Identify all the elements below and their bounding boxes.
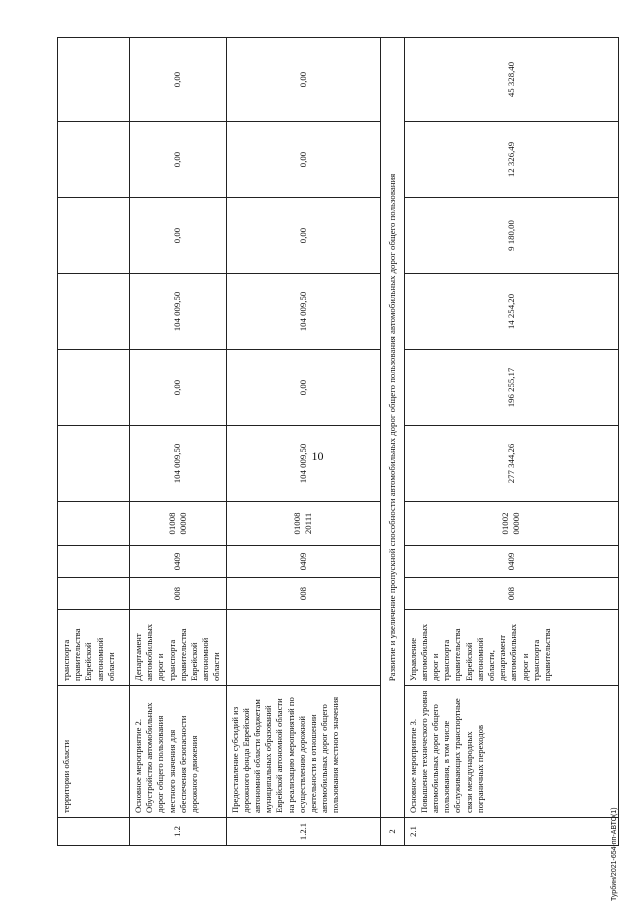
row-number: 2 <box>380 818 404 846</box>
value-cell: 0,00 <box>226 122 380 198</box>
budget-table <box>57 37 619 846</box>
measure-name: Основное мероприятие 2. Обустройство автомобильных дорог общего пользования местного значения для обеспечения безопасности дорожного движения <box>130 686 227 818</box>
value-cell: 0,00 <box>226 350 380 426</box>
grbs-code <box>58 578 130 610</box>
row-number: 2.1 <box>404 818 618 846</box>
measure-name: Основное мероприятие 3. Повышение технического уровня автомобильных дорог общего пользования, в том числе обслуживающих транспортные связи международных пограничных переходов <box>404 686 618 818</box>
csr-code <box>58 502 130 546</box>
value-cell: 12 326,49 <box>404 122 618 198</box>
value-cell: 0,00 <box>130 198 227 274</box>
measure-name: Предоставление субсидий из дорожного фонда Еврейской автономной области бюджетам муниципальных образований Еврейской автономной области на реализацию мероприятий по осуществлению дорожной деятельности в отношении автомобильных дорог общего пользования местного значения <box>226 686 380 818</box>
grbs-code: 008 <box>130 578 227 610</box>
csr-code: 01008 00000 <box>130 502 227 546</box>
executor: транспорта правительства Еврейской автономной области <box>58 610 130 686</box>
value-cell <box>58 198 130 274</box>
rz-pr-code: 0409 <box>404 546 618 578</box>
value-cell: 0,00 <box>130 122 227 198</box>
value-cell: 14 254,20 <box>404 274 618 350</box>
page-number: 10 <box>311 449 324 463</box>
executor: Департамент автомобильных дорог и транспорта правительства Еврейской автономной области <box>130 610 227 686</box>
value-cell: 0,00 <box>226 198 380 274</box>
executor <box>226 610 380 686</box>
value-cell: 0,00 <box>226 38 380 122</box>
table-row <box>130 38 227 846</box>
value-cell <box>58 350 130 426</box>
value-cell: 196 255,17 <box>404 350 618 426</box>
section-row <box>380 38 404 846</box>
table-row <box>226 38 380 846</box>
document-footer: Турбин/2021-654-пп-АВТО(1) <box>611 807 618 901</box>
value-cell: 0,00 <box>130 38 227 122</box>
row-number: 1.2 <box>130 818 227 846</box>
row-number: 1.2.1 <box>226 818 380 846</box>
csr-code: 01002 00000 <box>404 502 618 546</box>
value-cell: 104 009,50 <box>226 274 380 350</box>
value-cell: 0,00 <box>130 350 227 426</box>
csr-code: 01008 20111 <box>226 502 380 546</box>
value-cell <box>58 426 130 502</box>
value-cell <box>58 122 130 198</box>
rz-pr-code: 0409 <box>226 546 380 578</box>
value-cell: 45 328,40 <box>404 38 618 122</box>
table-row <box>404 38 618 846</box>
value-cell: 9 180,00 <box>404 198 618 274</box>
rotated-table-wrapper <box>57 38 617 846</box>
rz-pr-code <box>58 546 130 578</box>
value-cell: 104 009,50 <box>226 426 380 502</box>
table-row <box>58 38 130 846</box>
executor: Управление автомобильных дорог и транспорта правительства Еврейской автономной области, департамент автомобильных дорог и транспорта правительства <box>404 610 618 686</box>
rz-pr-code: 0409 <box>130 546 227 578</box>
grbs-code: 008 <box>226 578 380 610</box>
grbs-code: 008 <box>404 578 618 610</box>
row-number <box>58 818 130 846</box>
value-cell: 104 009,50 <box>130 274 227 350</box>
value-cell: 104 009,50 <box>130 426 227 502</box>
value-cell <box>58 38 130 122</box>
measure-name: территории области <box>58 686 130 818</box>
section-title: Развитие и увеличение пропускной способности автомобильных дорог общего пользования автомобильных дорог общего пользования <box>380 38 404 818</box>
value-cell: 277 344,26 <box>404 426 618 502</box>
value-cell <box>58 274 130 350</box>
